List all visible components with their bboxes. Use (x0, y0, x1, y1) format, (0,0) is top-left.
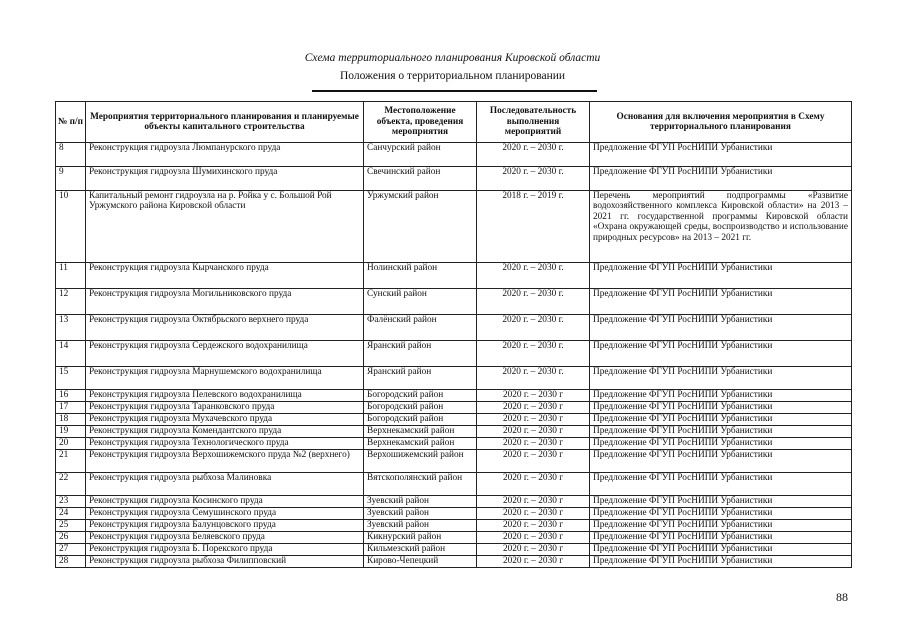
basis-cell: Предложение ФГУП РосНИПИ Урбанистики (590, 473, 852, 496)
column-header-location: Местоположение объекта, проведения мероприятия (364, 102, 477, 143)
row-number-cell: 21 (56, 450, 86, 473)
period-cell: 2020 г. – 2030 г. (477, 315, 590, 341)
event-cell: Реконструкция гидроузла Комендантского пруда (86, 426, 364, 438)
events-table (55, 101, 852, 568)
basis-cell: Предложение ФГУП РосНИПИ Урбанистики (590, 143, 852, 167)
event-cell: Реконструкция гидроузла Балунцовского пруда (86, 520, 364, 532)
location-cell: Зуевский район (364, 520, 477, 532)
row-number-cell: 12 (56, 289, 86, 315)
location-cell: Яранский район (364, 341, 477, 367)
table-row (56, 143, 852, 167)
row-number-cell: 17 (56, 402, 86, 414)
table-row (56, 390, 852, 402)
table-row (56, 508, 852, 520)
basis-cell: Предложение ФГУП РосНИПИ Урбанистики (590, 315, 852, 341)
basis-cell: Предложение ФГУП РосНИПИ Урбанистики (590, 520, 852, 532)
event-cell: Реконструкция гидроузла Верхошижемского пруда №2 (верхнего) (86, 450, 364, 473)
basis-cell: Предложение ФГУП РосНИПИ Урбанистики (590, 390, 852, 402)
basis-cell: Предложение ФГУП РосНИПИ Урбанистики (590, 289, 852, 315)
location-cell: Верхнекамский район (364, 438, 477, 450)
row-number-cell: 22 (56, 473, 86, 496)
table-body (56, 143, 852, 568)
period-cell: 2020 г. – 2030 г (477, 520, 590, 532)
page-number: 88 (836, 590, 848, 604)
basis-cell: Предложение ФГУП РосНИПИ Урбанистики (590, 544, 852, 556)
location-cell: Кильмезский район (364, 544, 477, 556)
location-cell: Зуевский район (364, 508, 477, 520)
period-cell: 2020 г. – 2030 г (477, 473, 590, 496)
row-number-cell: 10 (56, 191, 86, 263)
row-number-cell: 19 (56, 426, 86, 438)
location-cell: Богородский район (364, 414, 477, 426)
basis-cell: Предложение ФГУП РосНИПИ Урбанистики (590, 341, 852, 367)
table-header-row (56, 102, 852, 143)
location-cell: Кикнурский район (364, 532, 477, 544)
period-cell: 2018 г. – 2019 г. (477, 191, 590, 263)
event-cell: Реконструкция гидроузла Беляевского пруда (86, 532, 364, 544)
table-row (56, 191, 852, 263)
location-cell: Кирово-Чепецкий (364, 556, 477, 568)
table-row (56, 532, 852, 544)
table-row (56, 315, 852, 341)
table-row (56, 402, 852, 414)
basis-cell: Предложение ФГУП РосНИПИ Урбанистики (590, 496, 852, 508)
period-cell: 2020 г. – 2030 г (477, 544, 590, 556)
table-row (56, 450, 852, 473)
location-cell: Верхошижемский район (364, 450, 477, 473)
basis-cell: Предложение ФГУП РосНИПИ Урбанистики (590, 426, 852, 438)
location-cell: Богородский район (364, 390, 477, 402)
basis-cell: Предложение ФГУП РосНИПИ Урбанистики (590, 556, 852, 568)
table-row (56, 473, 852, 496)
event-cell: Реконструкция гидроузла Люмпанурского пруда (86, 143, 364, 167)
row-number-cell: 15 (56, 367, 86, 390)
basis-cell: Предложение ФГУП РосНИПИ Урбанистики (590, 167, 852, 191)
table-row (56, 341, 852, 367)
table-row (56, 544, 852, 556)
event-cell: Реконструкция гидроузла Таранковского пруда (86, 402, 364, 414)
table-row (56, 263, 852, 289)
document-subtitle: Положения о территориальном планировании (339, 70, 566, 82)
table-row (56, 496, 852, 508)
column-header-basis: Основания для включения мероприятия в Схему территориального планирования (590, 102, 852, 143)
table-row (56, 167, 852, 191)
row-number-cell: 8 (56, 143, 86, 167)
table-row (56, 289, 852, 315)
table-row (56, 520, 852, 532)
location-cell: Зуевский район (364, 496, 477, 508)
basis-cell: Предложение ФГУП РосНИПИ Урбанистики (590, 414, 852, 426)
location-cell: Богородский район (364, 402, 477, 414)
row-number-cell: 11 (56, 263, 86, 289)
period-cell: 2020 г. – 2030 г (477, 390, 590, 402)
period-cell: 2020 г. – 2030 г (477, 532, 590, 544)
event-cell: Реконструкция гидроузла Технологического пруда (86, 438, 364, 450)
period-cell: 2020 г. – 2030 г. (477, 341, 590, 367)
location-cell: Верхнекамский район (364, 426, 477, 438)
location-cell: Фалёнский район (364, 315, 477, 341)
event-cell: Реконструкция гидроузла Б. Порекского пруда (86, 544, 364, 556)
row-number-cell: 24 (56, 508, 86, 520)
row-number-cell: 28 (56, 556, 86, 568)
basis-cell: Предложение ФГУП РосНИПИ Урбанистики (590, 450, 852, 473)
location-cell: Нолинский район (364, 263, 477, 289)
event-cell: Капитальный ремонт гидроузла на р. Ройка у с. Большой Рой Уржумского района Кировской области (86, 191, 364, 263)
row-number-cell: 20 (56, 438, 86, 450)
location-cell: Уржумский район (364, 191, 477, 263)
row-number-cell: 18 (56, 414, 86, 426)
event-cell: Реконструкция гидроузла Шумихинского пруда (86, 167, 364, 191)
event-cell: Реконструкция гидроузла Пелевского водохранилища (86, 390, 364, 402)
event-cell: Реконструкция гидроузла Марнушемского водохранилища (86, 367, 364, 390)
table-row (56, 426, 852, 438)
column-header-event: Мероприятия территориального планирования и планируемые объекты капитального строительства (86, 102, 364, 143)
location-cell: Яранский район (364, 367, 477, 390)
event-cell: Реконструкция гидроузла Кырчанского пруда (86, 263, 364, 289)
location-cell: Сунский район (364, 289, 477, 315)
table-row (56, 367, 852, 390)
period-cell: 2020 г. – 2030 г. (477, 263, 590, 289)
period-cell: 2020 г. – 2030 г (477, 496, 590, 508)
event-cell: Реконструкция гидроузла Семушинского пруда (86, 508, 364, 520)
basis-cell: Предложение ФГУП РосНИПИ Урбанистики (590, 402, 852, 414)
period-cell: 2020 г. – 2030 г. (477, 367, 590, 390)
basis-cell: Предложение ФГУП РосНИПИ Урбанистики (590, 438, 852, 450)
location-cell: Свечинский район (364, 167, 477, 191)
table-row (56, 556, 852, 568)
event-cell: Реконструкция гидроузла рыбхоза Малиновка (86, 473, 364, 496)
table-row (56, 414, 852, 426)
period-cell: 2020 г. – 2030 г (477, 414, 590, 426)
period-cell: 2020 г. – 2030 г. (477, 289, 590, 315)
row-number-cell: 16 (56, 390, 86, 402)
basis-cell: Перечень мероприятий подпрограммы «Развитие водохозяйственного комплекса Кировской области» на 2013 – 2021 гг. государственной программы Кировской области «Охрана окружающей среды, воспроизводство и использование природных ресурсов» на 2013 – 2021 гг. (590, 191, 852, 263)
row-number-cell: 9 (56, 167, 86, 191)
basis-cell: Предложение ФГУП РосНИПИ Урбанистики (590, 532, 852, 544)
header-divider (312, 90, 597, 92)
column-header-period: Последовательность выполнения мероприятий (477, 102, 590, 143)
column-header-number: № п/п (56, 102, 86, 143)
period-cell: 2020 г. – 2030 г. (477, 167, 590, 191)
basis-cell: Предложение ФГУП РосНИПИ Урбанистики (590, 263, 852, 289)
row-number-cell: 26 (56, 532, 86, 544)
period-cell: 2020 г. – 2030 г (477, 508, 590, 520)
location-cell: Вятскополянский район (364, 473, 477, 496)
location-cell: Санчурский район (364, 143, 477, 167)
period-cell: 2020 г. – 2030 г (477, 438, 590, 450)
row-number-cell: 27 (56, 544, 86, 556)
basis-cell: Предложение ФГУП РосНИПИ Урбанистики (590, 367, 852, 390)
event-cell: Реконструкция гидроузла Могильниковского пруда (86, 289, 364, 315)
period-cell: 2020 г. – 2030 г (477, 426, 590, 438)
period-cell: 2020 г. – 2030 г (477, 556, 590, 568)
event-cell: Реконструкция гидроузла рыбхоза Филипповский (86, 556, 364, 568)
basis-cell: Предложение ФГУП РосНИПИ Урбанистики (590, 508, 852, 520)
event-cell: Реконструкция гидроузла Октябрьского верхнего пруда (86, 315, 364, 341)
period-cell: 2020 г. – 2030 г (477, 450, 590, 473)
row-number-cell: 14 (56, 341, 86, 367)
event-cell: Реконструкция гидроузла Мухачевского пруда (86, 414, 364, 426)
period-cell: 2020 г. – 2030 г. (477, 143, 590, 167)
event-cell: Реконструкция гидроузла Косинского пруда (86, 496, 364, 508)
document-title: Схема территориального планирования Кировской области (304, 52, 601, 64)
row-number-cell: 13 (56, 315, 86, 341)
period-cell: 2020 г. – 2030 г (477, 402, 590, 414)
table-row (56, 438, 852, 450)
row-number-cell: 25 (56, 520, 86, 532)
row-number-cell: 23 (56, 496, 86, 508)
event-cell: Реконструкция гидроузла Сердежского водохранилища (86, 341, 364, 367)
